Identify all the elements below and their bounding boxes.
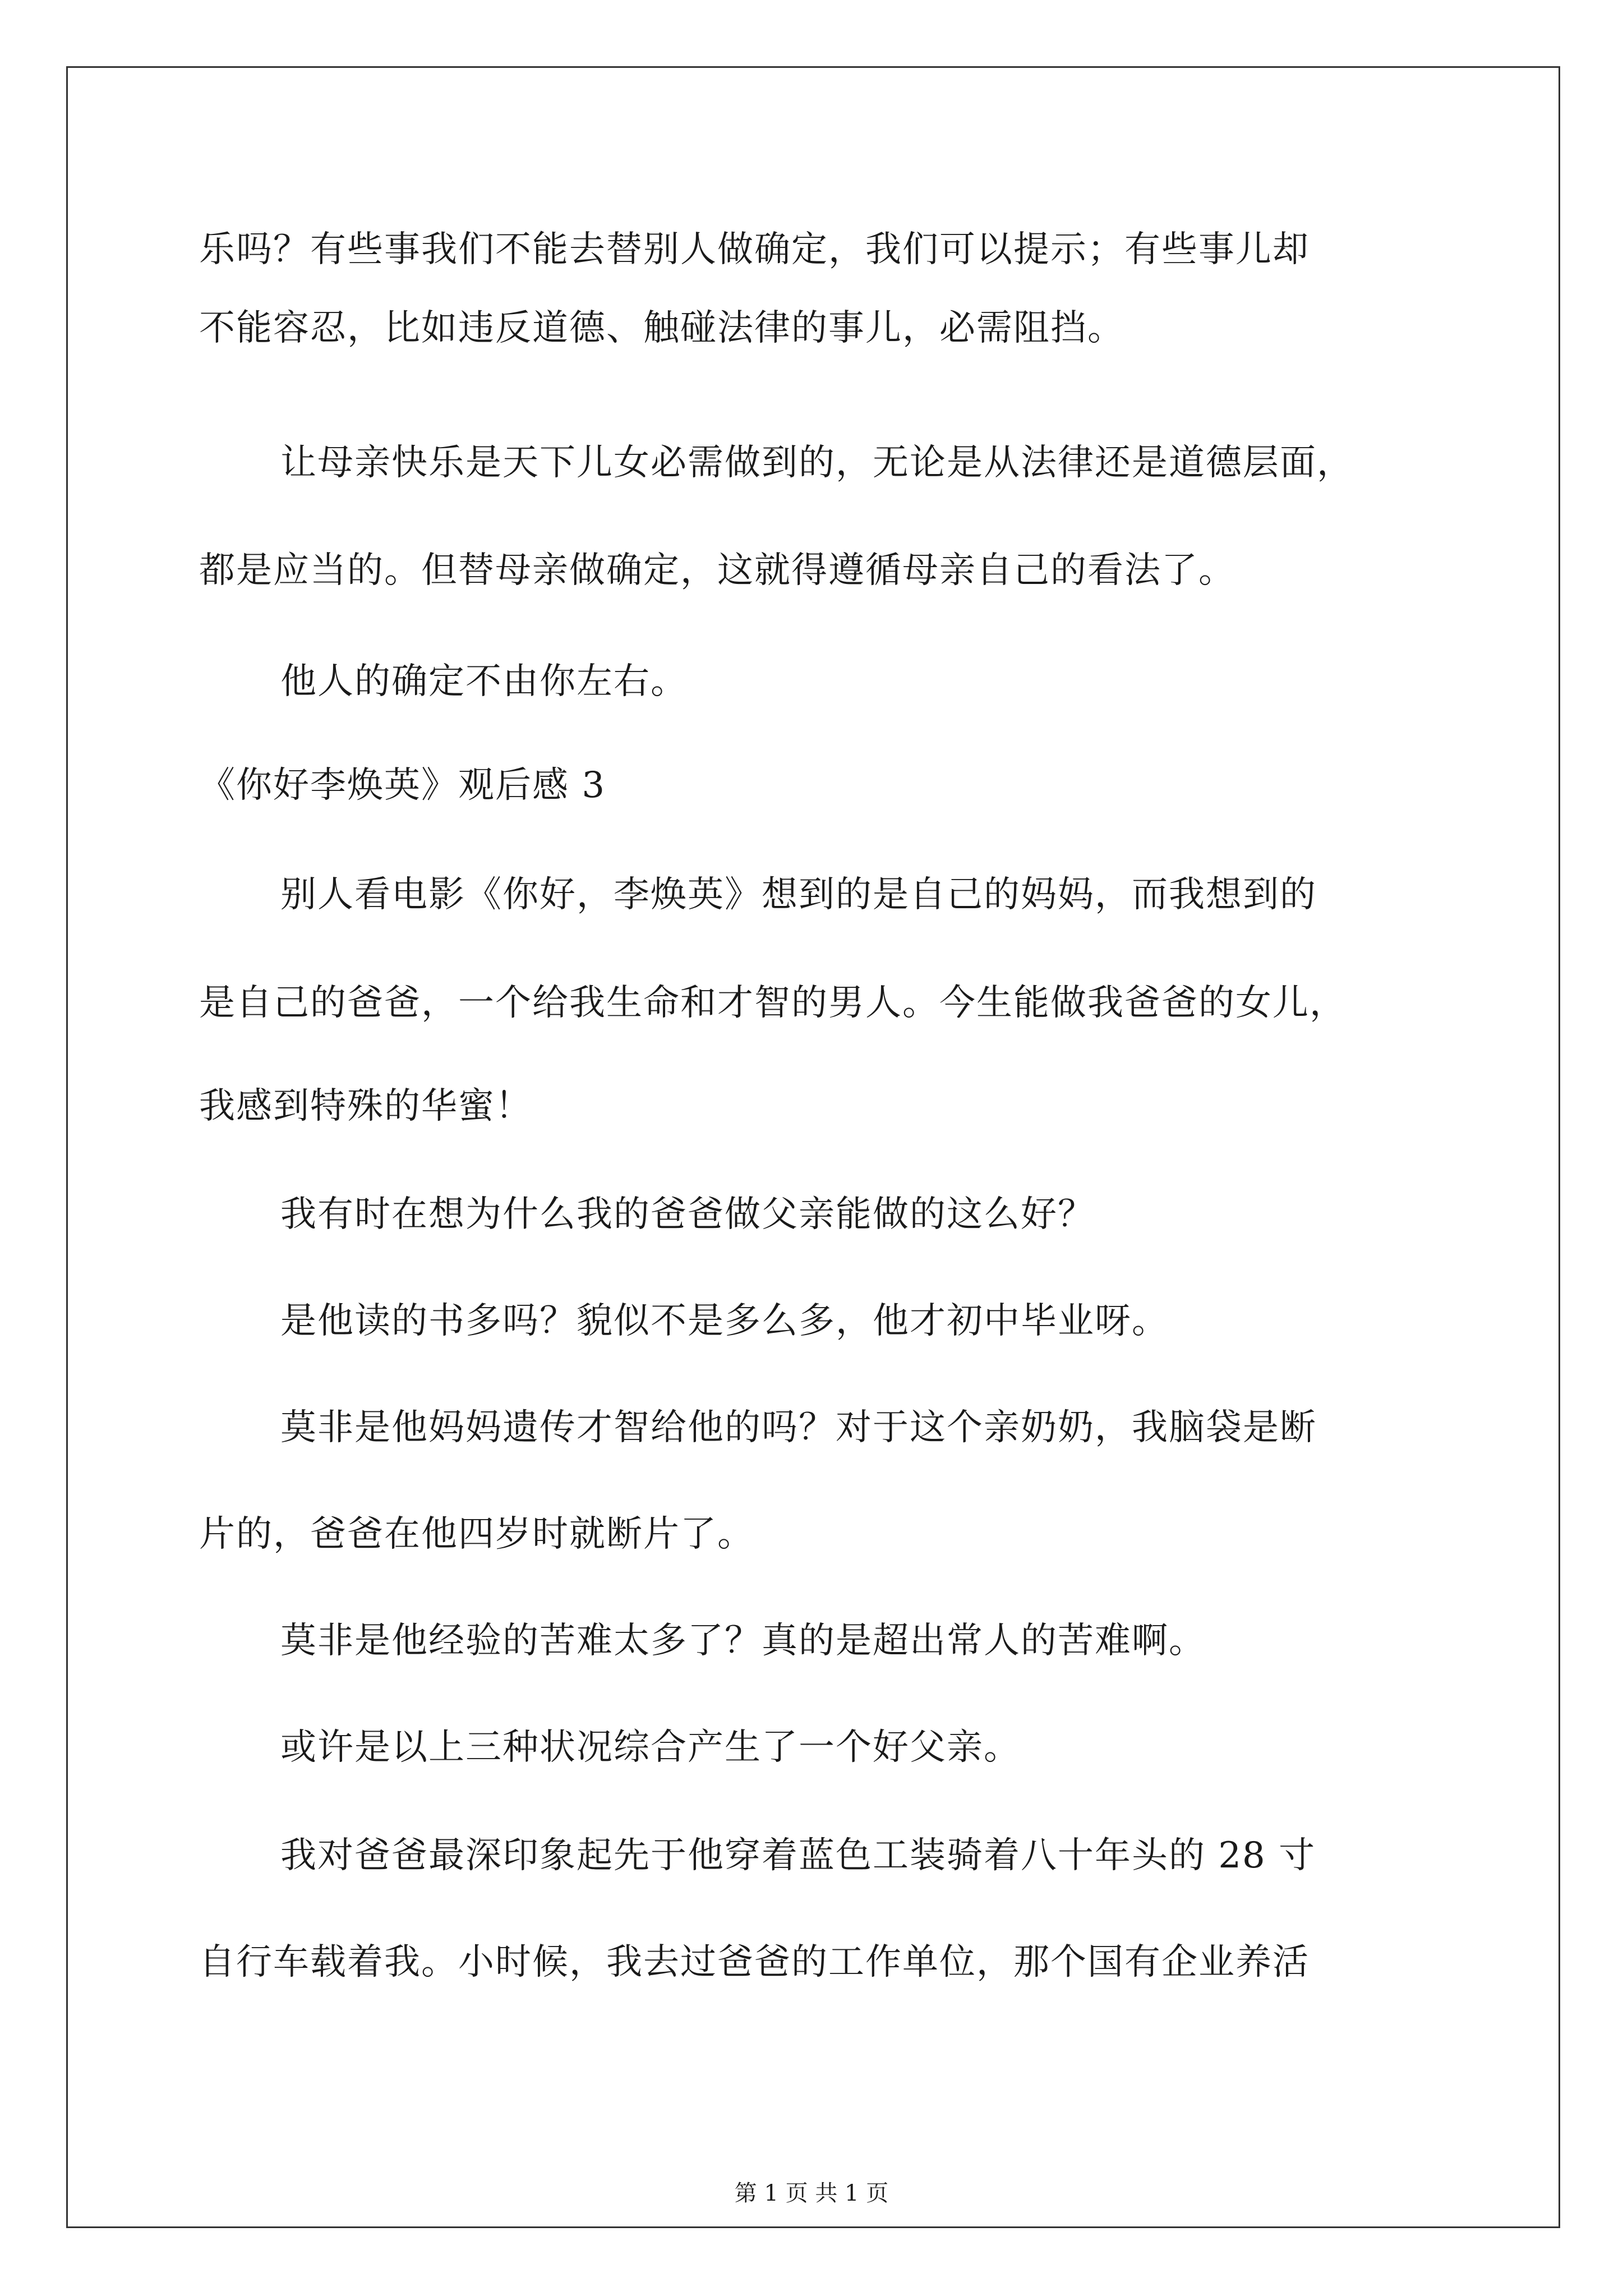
body-line-12: 莫非是他妈妈遗传才智给他的吗？对于这个亲奶奶，我脑袋是断 bbox=[280, 1407, 1317, 1448]
body-line-8: 是自己的爸爸，一个给我生命和才智的男人。今生能做我爸爸的女儿， bbox=[199, 982, 1347, 1024]
body-line-16: 我对爸爸最深印象起先于他穿着蓝色工装骑着八十年头的 28 寸 bbox=[280, 1835, 1316, 1876]
page-footer: 第 1 页 共 1 页 bbox=[734, 2180, 889, 2206]
body-line-17: 自行车载着我。小时候，我去过爸爸的工作单位，那个国有企业养活 bbox=[199, 1941, 1310, 1983]
body-line-9: 我感到特殊的华蜜！ bbox=[199, 1085, 532, 1127]
body-line-5: 他人的确定不由你左右。 bbox=[280, 661, 688, 702]
body-line-15: 或许是以上三种状况综合产生了一个好父亲。 bbox=[280, 1727, 1021, 1768]
body-line-1: 乐吗？有些事我们不能去替别人做确定，我们可以提示；有些事儿却 bbox=[199, 229, 1310, 270]
body-line-3: 让母亲快乐是天下儿女必需做到的，无论是从法律还是道德层面， bbox=[280, 442, 1354, 484]
body-line-7: 别人看电影《你好，李焕英》想到的是自己的妈妈，而我想到的 bbox=[280, 874, 1317, 915]
body-line-14: 莫非是他经验的苦难太多了？真的是超出常人的苦难啊。 bbox=[280, 1620, 1206, 1662]
body-line-2: 不能容忍，比如违反道德、触碰法律的事儿，必需阻挡。 bbox=[199, 307, 1124, 349]
body-line-10: 我有时在想为什么我的爸爸做父亲能做的这么好？ bbox=[280, 1194, 1095, 1235]
body-line-4: 都是应当的。但替母亲做确定，这就得遵循母亲自己的看法了。 bbox=[199, 550, 1235, 591]
body-line-13: 片的，爸爸在他四岁时就断片了。 bbox=[199, 1513, 754, 1555]
section-heading: 《你好李焕英》观后感 3 bbox=[199, 765, 606, 806]
page-border bbox=[66, 66, 1560, 2228]
body-line-11: 是他读的书多吗？貌似不是多么多，他才初中毕业呀。 bbox=[280, 1300, 1169, 1342]
